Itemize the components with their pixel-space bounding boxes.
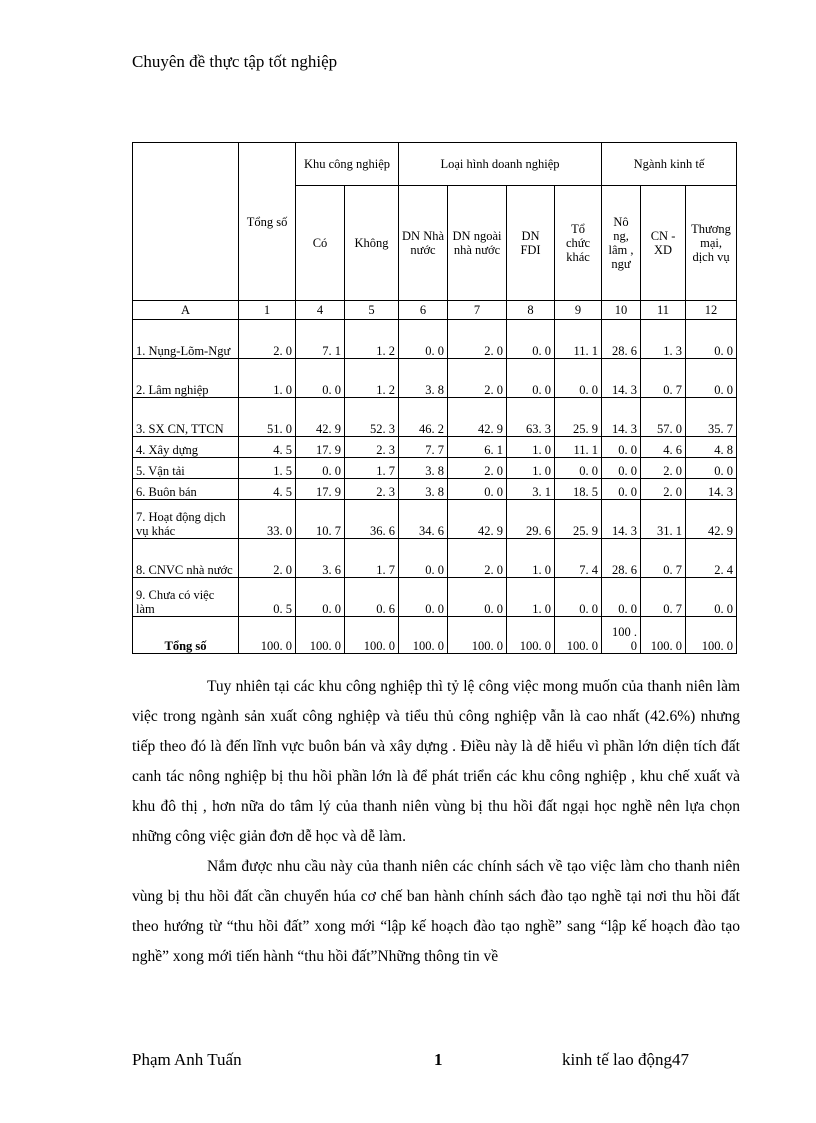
total-row-label: Tổng số: [133, 617, 239, 654]
table-cell: 18. 5: [555, 479, 602, 500]
table-cell: 1. 0: [507, 437, 555, 458]
table-cell: 51. 0: [239, 398, 296, 437]
table-cell: 0. 6: [345, 578, 399, 617]
table-cell: 0. 0: [686, 578, 737, 617]
table-cell: 100. 0: [296, 617, 345, 654]
row-label: 5. Vận tải: [133, 458, 239, 479]
table-cell: 4. 5: [239, 437, 296, 458]
subheader-cell: Không: [345, 186, 399, 301]
code-cell: 5: [345, 301, 399, 320]
table-cell: 14. 3: [686, 479, 737, 500]
table-cell: 31. 1: [641, 500, 686, 539]
subheader-cell: Có: [296, 186, 345, 301]
table-row: [133, 320, 737, 359]
table-cell: 1. 7: [345, 539, 399, 578]
table-cell: 1. 7: [345, 458, 399, 479]
table-row: [133, 479, 737, 500]
code-cell: 12: [686, 301, 737, 320]
table-cell: 63. 3: [507, 398, 555, 437]
table-cell: 11. 1: [555, 437, 602, 458]
employment-table: [132, 142, 737, 654]
table-cell: 0. 0: [555, 458, 602, 479]
table-cell: 4. 5: [239, 479, 296, 500]
table-cell: 2. 0: [448, 359, 507, 398]
code-cell: 6: [399, 301, 448, 320]
table-cell: 0. 0: [399, 578, 448, 617]
code-cell: 9: [555, 301, 602, 320]
table-body: [133, 320, 737, 617]
table-cell: 0. 0: [555, 359, 602, 398]
table-cell: 0. 0: [686, 359, 737, 398]
table-cell: 100 . 0: [602, 617, 641, 654]
table-cell: 3. 1: [507, 479, 555, 500]
table-cell: 0. 5: [239, 578, 296, 617]
table-cell: 0. 0: [507, 320, 555, 359]
table-cell: 0. 0: [602, 578, 641, 617]
table-cell: 2. 0: [448, 458, 507, 479]
table-cell: 3. 8: [399, 458, 448, 479]
footer-page-number: 1: [434, 1050, 443, 1069]
table-cell: 11. 1: [555, 320, 602, 359]
code-cell: 4: [296, 301, 345, 320]
row-label: 9. Chưa có việc làm: [133, 578, 239, 617]
table-cell: 6. 1: [448, 437, 507, 458]
table-cell: 46. 2: [399, 398, 448, 437]
table-cell: 3. 8: [399, 479, 448, 500]
code-cell: 1: [239, 301, 296, 320]
table-row: [133, 437, 737, 458]
table-cell: 2. 3: [345, 437, 399, 458]
table-cell: 0. 0: [507, 359, 555, 398]
subheader-cell: Nô ng, lâm , ngư: [602, 186, 641, 301]
table-cell: 57. 0: [641, 398, 686, 437]
footer-author: Phạm Anh Tuấn: [132, 1050, 242, 1069]
table-cell: 1. 0: [239, 359, 296, 398]
table-cell: 2. 0: [641, 458, 686, 479]
table-cell: 42. 9: [448, 398, 507, 437]
table-row: [133, 458, 737, 479]
code-cell: A: [133, 301, 239, 320]
table-cell: 100. 0: [399, 617, 448, 654]
table-cell: 2. 0: [448, 539, 507, 578]
table-code-row: [133, 301, 737, 320]
table-cell: 1. 3: [641, 320, 686, 359]
table-cell: 0. 0: [296, 359, 345, 398]
table-row: [133, 539, 737, 578]
body-text: [132, 672, 740, 972]
table-cell: 0. 0: [555, 578, 602, 617]
table-cell: 100. 0: [686, 617, 737, 654]
row-label: 3. SX CN, TTCN: [133, 398, 239, 437]
table-cell: 3. 6: [296, 539, 345, 578]
table-cell: 100. 0: [345, 617, 399, 654]
table-cell: 42. 9: [296, 398, 345, 437]
header-group-nganh: Ngành kinh tế: [602, 143, 737, 186]
table-cell: 1. 2: [345, 359, 399, 398]
table-cell: 0. 0: [399, 539, 448, 578]
table-row: [133, 500, 737, 539]
table-cell: 4. 6: [641, 437, 686, 458]
body-paragraph-2: Nắm được nhu cầu này của thanh niên các chính sách về tạo việc làm cho thanh niên vùng bị thu hồi đất cần chuyển húa cơ chế ban hành chính sách đào tạo nghề tại nơi thu hồi đất theo hướng từ “thu hồi đất” xong mới “lập kế hoạch đào tạo nghề” sang “lập kế hoạch đào tạo nghề” xong mới tiến hành “thu hồi đất”Những thông tin về: [132, 858, 740, 965]
table-cell: 1. 0: [507, 578, 555, 617]
corner-cell: [133, 143, 239, 301]
table-cell: 2. 3: [345, 479, 399, 500]
table-cell: 7. 4: [555, 539, 602, 578]
table-total-row: [133, 617, 737, 654]
table-cell: 2. 0: [448, 320, 507, 359]
body-paragraph-1: Tuy nhiên tại các khu công nghiệp thì tỷ lệ công việc mong muốn của thanh niên làm việc trong ngành sản xuất công nghiệp và tiểu thủ công nghiệp vẫn là cao nhất (42.6%) nhưng tiếp theo đó là đến lĩnh vực buôn bán và xây dựng . Điều này là dễ hiểu vì phần lớn diện tích đất canh tác nông nghiệp bị thu hồi phần lớn là để phát triển các khu công nghiệp , khu chế xuất và khu đô thị , hơn nữa do tâm lý của thanh niên vùng bị thu hồi đất ngại học nghề nên lựa chọn những công việc giản đơn dễ học và dễ làm.: [132, 678, 740, 845]
page-header-title: Chuyên đề thực tập tốt nghiệp: [132, 52, 338, 71]
table-cell: 100. 0: [448, 617, 507, 654]
table-cell: 2. 0: [239, 539, 296, 578]
table-cell: 3. 8: [399, 359, 448, 398]
table-cell: 2. 0: [641, 479, 686, 500]
table-cell: 17. 9: [296, 437, 345, 458]
code-cell: 8: [507, 301, 555, 320]
table-cell: 0. 0: [448, 578, 507, 617]
footer-department: kinh tế lao động47: [562, 1050, 690, 1069]
row-label: 7. Hoạt động dịch vụ khác: [133, 500, 239, 539]
table-cell: 1. 0: [507, 458, 555, 479]
table-cell: 0. 0: [686, 320, 737, 359]
table-cell: 7. 1: [296, 320, 345, 359]
table-cell: 0. 0: [686, 458, 737, 479]
table-row: [133, 359, 737, 398]
table-cell: 0. 0: [399, 320, 448, 359]
table-cell: 33. 0: [239, 500, 296, 539]
table-cell: 36. 6: [345, 500, 399, 539]
table-cell: 34. 6: [399, 500, 448, 539]
table-cell: 2. 4: [686, 539, 737, 578]
table-cell: 100. 0: [641, 617, 686, 654]
header-group-kcn: Khu công nghiệp: [296, 143, 399, 186]
table-cell: 35. 7: [686, 398, 737, 437]
statistics-table-wrapper: [132, 142, 736, 654]
table-cell: 29. 6: [507, 500, 555, 539]
code-cell: 7: [448, 301, 507, 320]
table-header-row-1: [133, 143, 737, 186]
table-cell: 42. 9: [686, 500, 737, 539]
row-label: 8. CNVC nhà nước: [133, 539, 239, 578]
table-cell: 100. 0: [507, 617, 555, 654]
subheader-cell: DN ngoài nhà nước: [448, 186, 507, 301]
header-total: Tổng số: [239, 143, 296, 301]
table-cell: 42. 9: [448, 500, 507, 539]
subheader-cell: CN - XD: [641, 186, 686, 301]
table-cell: 52. 3: [345, 398, 399, 437]
subheader-cell: DN Nhà nước: [399, 186, 448, 301]
code-cell: 10: [602, 301, 641, 320]
table-cell: 25. 9: [555, 398, 602, 437]
subheader-cell: Thương mại, dịch vụ: [686, 186, 737, 301]
header-group-loai-hinh: Loại hình doanh nghiệp: [399, 143, 602, 186]
row-label: 4. Xây dựng: [133, 437, 239, 458]
table-cell: 17. 9: [296, 479, 345, 500]
table-cell: 0. 0: [448, 479, 507, 500]
row-label: 6. Buôn bán: [133, 479, 239, 500]
subheader-cell: DN FDI: [507, 186, 555, 301]
table-cell: 0. 0: [296, 458, 345, 479]
table-cell: 1. 5: [239, 458, 296, 479]
table-cell: 14. 3: [602, 359, 641, 398]
table-cell: 1. 0: [507, 539, 555, 578]
table-cell: 0. 0: [602, 458, 641, 479]
row-label: 2. Lâm nghiệp: [133, 359, 239, 398]
table-cell: 4. 8: [686, 437, 737, 458]
table-cell: 28. 6: [602, 320, 641, 359]
subheader-cell: Tổ chức khác: [555, 186, 602, 301]
table-cell: 0. 7: [641, 359, 686, 398]
table-cell: 14. 3: [602, 398, 641, 437]
table-cell: 1. 2: [345, 320, 399, 359]
table-row: [133, 578, 737, 617]
table-row: [133, 398, 737, 437]
table-cell: 100. 0: [555, 617, 602, 654]
row-label: 1. Nụng-Lõm-Ngư: [133, 320, 239, 359]
table-cell: 7. 7: [399, 437, 448, 458]
table-cell: 0. 0: [296, 578, 345, 617]
table-cell: 25. 9: [555, 500, 602, 539]
table-cell: 0. 7: [641, 539, 686, 578]
table-cell: 28. 6: [602, 539, 641, 578]
table-cell: 2. 0: [239, 320, 296, 359]
code-cell: 11: [641, 301, 686, 320]
table-cell: 14. 3: [602, 500, 641, 539]
table-cell: 100. 0: [239, 617, 296, 654]
table-cell: 0. 0: [602, 479, 641, 500]
table-cell: 0. 7: [641, 578, 686, 617]
table-cell: 10. 7: [296, 500, 345, 539]
table-cell: 0. 0: [602, 437, 641, 458]
